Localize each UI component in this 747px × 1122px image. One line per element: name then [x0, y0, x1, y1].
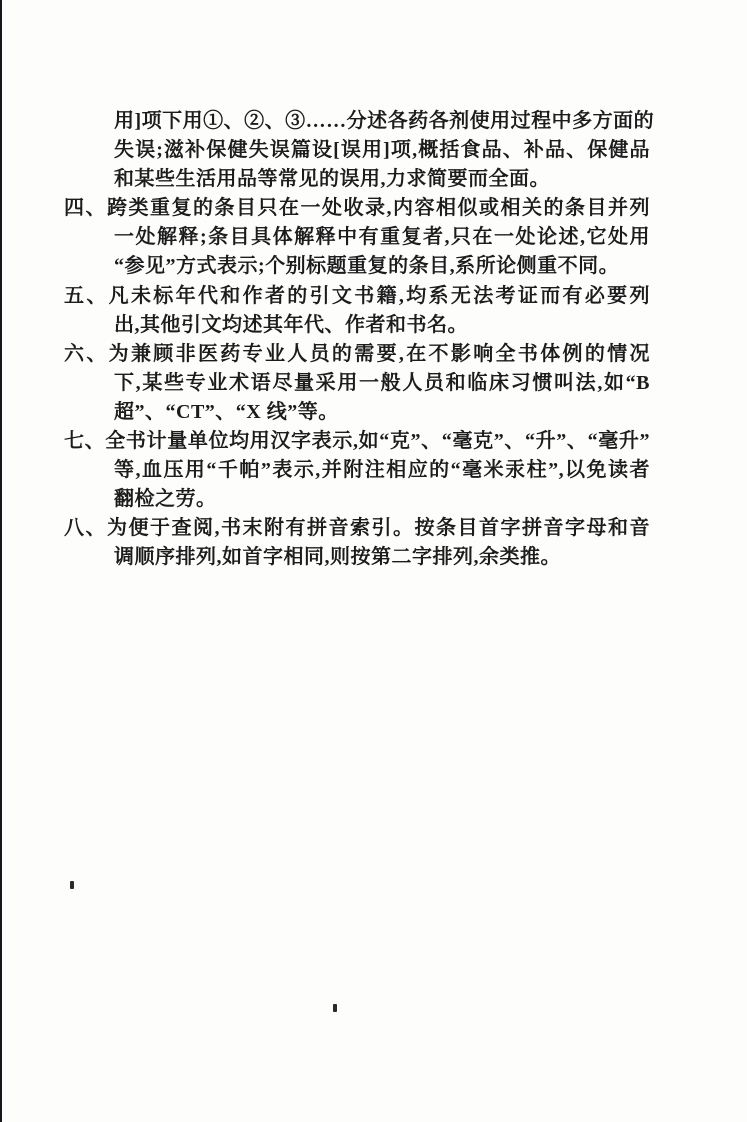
list-item	[64, 194, 650, 281]
list-item	[64, 282, 650, 340]
list-item	[64, 340, 650, 427]
text-line: 一处解释;条目具体解释中有重复者,只在一处论述,它处用	[114, 226, 650, 249]
scan-edge-line	[0, 0, 2, 1122]
notes-list	[64, 107, 655, 573]
text-line: 出,其他引文均述其年代、作者和书名。	[114, 313, 468, 336]
item-number-line: 八、为便于查阅,书末附有拼音索引。按条目首字拼音字母和音	[64, 517, 650, 540]
text-line: 和某些生活用品等常见的误用,力求简要而全面。	[114, 168, 550, 191]
item-number-line: 六、为兼顾非医药专业人员的需要,在不影响全书体例的情况	[64, 342, 650, 365]
text-line: 等,血压用“千帕”表示,并附注相应的“毫米汞柱”,以免读者	[114, 459, 650, 482]
text-line: 翻检之劳。	[114, 488, 217, 511]
ink-speck	[70, 881, 74, 889]
list-item	[64, 107, 655, 194]
ink-speck	[333, 1004, 337, 1012]
list-item	[64, 514, 650, 572]
item-number-line: 七、全书计量单位均用汉字表示,如“克”、“毫克”、“升”、“毫升”	[64, 430, 650, 453]
text-line: 超”、“CT”、“X 线”等。	[114, 400, 339, 423]
text-line: 下,某些专业术语尽量采用一般人员和临床习惯叫法,如“B	[114, 371, 650, 394]
text-line: 用]项下用①、②、③……分述各药各剂使用过程中多方面的	[114, 110, 655, 132]
item-number-line: 四、跨类重复的条目只在一处收录,内容相似或相关的条目并列	[64, 197, 650, 220]
item-number-line: 五、凡未标年代和作者的引文书籍,均系无法考证而有必要列	[64, 284, 650, 307]
text-line: 调顺序排列,如首字相同,则按第二字排列,余类推。	[114, 546, 561, 569]
text-line: 失误;滋补保健失误篇设[误用]项,概括食品、补品、保健品	[114, 139, 650, 162]
text-line: “参见”方式表示;个别标题重复的条目,系所论侧重不同。	[114, 255, 620, 278]
list-item	[64, 427, 650, 514]
